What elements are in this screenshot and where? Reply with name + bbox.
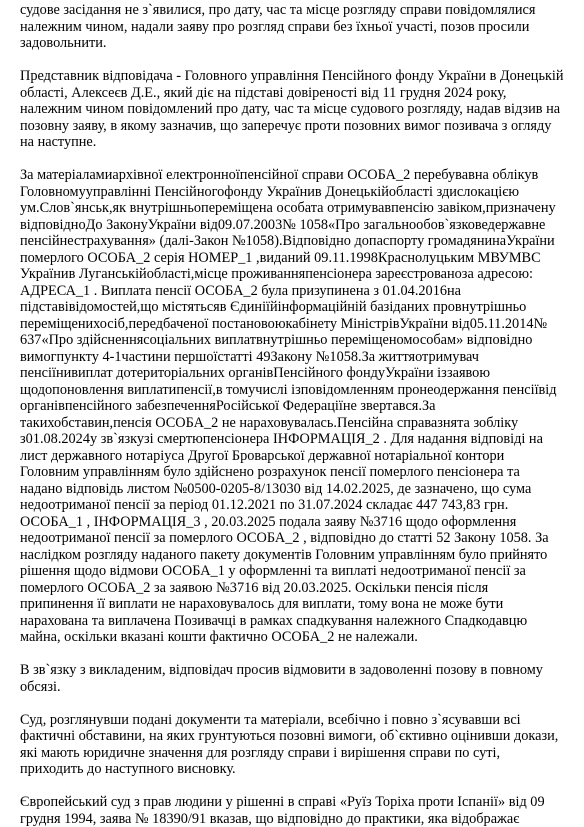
paragraph-court-consideration: Суд, розглянувши подані документи та матеріали, всебічно і повно з`ясувавши всі фактичні обставини, на яких грунтуються позовні вимоги, об`єктивно оцінивши докази, які мають юридичне значення для розгляду справи і вирішення справи по суті, приходить до наступного висновку. [20, 711, 559, 777]
paragraph-parties-absence: судове засідання не з`явилися, про дату, час та місце розгляду справи повідомлялися належним чином, надали заяву про розгляд справи без їхньої участі, позов просили задовольнити. [20, 2, 536, 51]
paragraph-pension-case-materials: За матеріаламиархівної електронноїпенсійної справи ОСОБА_2 перебувавна облікув Головномууправлінні Пенсійногофонду Українив Донецькійобласті здислокацією ум.Слов`янськ,як внутрішньопереміщена особата отримувавпенсію завіком,призначену відповідноДо ЗаконуУкраїни від09.07.2003№ 1058«Про загальнообов`язковедержавне пенсійнестрахування» (далі-Закон №1058).Відповідно допаспорту громадянинаУкраїни померлого ОСОБА_2 серія НОМЕР_1 ,виданий 09.11.1998Краснолуцьким МВУМВС Українив Луганськійобласті,місце проживанняпенсіонера зареєстрованоза адресою: АДРЕСА_1 . Виплата пенсії ОСОБА_2 була призупинена з 01.04.2016на підставівідомостей,що містятьсяв Єдиніїйінформаційній базіданих провнутрішньо переміщенихосіб,передбаченої постановоюкабінету МіністрівУкраїни від05.11.2014№ 637«Про здійсненнясоціальних виплатвнутрішньо переміщеномособам» відповідно вимогпункту 4-1частини першоїстатті 49Закону №1058.За життяотримувач пенсіїнивиплат дотериторіальних органівПенсійного фондуУкраїни іззаявою щодопоновлення виплатипенсії,в томучислі ізповідомленням пронеодержання пенсіївід органівпенсійного забезпеченняРосійської Федераціїне звертався.За такихобставин,пенсія ОСОБА_2 не нараховувалась.Пенсійна справазнята зобліку з01.08.2024у зв`язкузі смертюпенсіонера ІНФОРМАЦІЯ_2 . Для надання відповіді на лист державного нотаріуса Другої Броварської державної нотаріальної контори Головним управлінням було здійснено розрахунок пенсії померлого пенсіонера та надано відповідь листом №0500-0205-8/13030 від 14.02.2025, де зазначено, що сума недоотриманої пенсії за період 01.12.2021 по 31.07.2024 складає 447 743,83 грн. ОСОБА_1 , ІНФОРМАЦІЯ_3 , 20.03.2025 подала заяву №3716 щодо оформлення недоотриманої пенсії за померлого ОСОБА_2 , відповідно до статті 52 Закону 1058. За наслідком розгляду наданого пакету документів Головним управлінням було прийнято рішення щодо відмови ОСОБА_1 у оформленні та виплаті недоотриманої пенсії за померлого ОСОБА_2 за заявою №3716 від 20.03.2025. Оскільки пенсія після припинення її виплати не нараховувалось для виплати, тому вона не може бути нарахована та виплачена Позивачці в рамках спадкування належного Спадкодавцю майна, оскільки вказані кошти фактично ОСОБА_2 не належали. [20, 167, 557, 645]
paragraph-defendant-representative: Представник відповідача - Головного управління Пенсійного фонду України в Донецькій області, Алексеєв Д.Е., який діє на підставі довіреності від 11 грудня 2024 року, належним чином повідомлений про дату, час та місце судового розгляду, надав відзив на позовну заяву, в якому зазначив, що заперечує проти позовних вимог позивача з огляду на наступне. [20, 68, 564, 150]
paragraph-echr-reference: Європейський суд з прав людини у рішенні в справі «Руїз Торіха проти Іспанії» від 09 грудня 1994, заява № 18390/91 вказав, що відповідно до практики, яка відображає [20, 794, 545, 827]
paragraph-defendant-request: В зв`язку з викладеним, відповідач просив відмовити в задоволенні позову в повному обсязі. [20, 662, 543, 695]
